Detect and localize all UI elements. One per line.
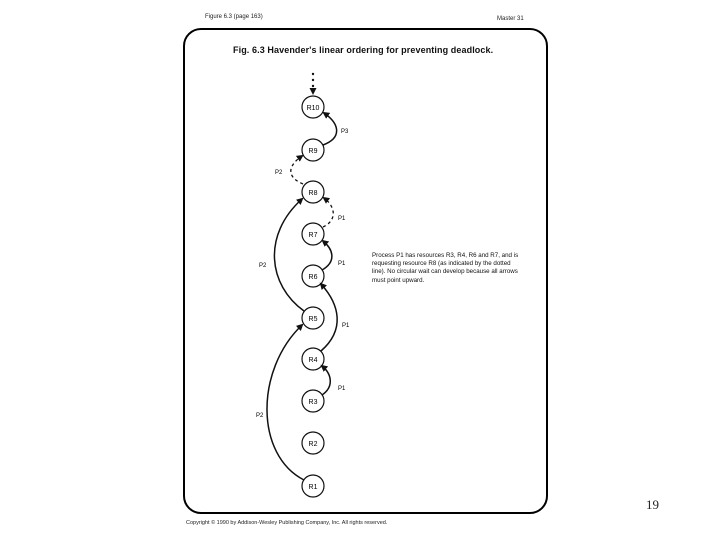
node-r3 (302, 390, 324, 412)
copyright-notice: Copyright © 1990 by Addison-Wesley Publishing Company, Inc. All rights reserved. (186, 520, 388, 526)
figure-note: Process P1 has resources R3, R4, R6 and R7, and is requesting resource R8 (as indicated by the dotted line). No circular wait can develop because all arrows must point upward. (372, 252, 519, 284)
ellipsis-dots (312, 73, 314, 93)
node-r3-label: R3 (308, 399, 318, 406)
node-r5-label: R5 (308, 316, 318, 323)
edge-p2-r8-r5 (274, 199, 304, 311)
master-label: Master 31 (497, 16, 524, 22)
node-r8 (302, 181, 324, 203)
node-r8-label: R8 (308, 190, 318, 197)
node-r4-label: R4 (308, 357, 318, 364)
edge-label-p1-dashed: P1 (338, 216, 346, 222)
edge-label-p2-top: P2 (275, 170, 283, 176)
node-r5 (302, 307, 324, 329)
edge-p1-r7-r6 (322, 241, 332, 270)
node-r6-label: R6 (308, 274, 318, 281)
node-r9 (302, 139, 324, 161)
node-r1-label: R1 (308, 484, 318, 491)
node-r9-label: R9 (308, 148, 318, 155)
edge-label-p1-r7: P1 (338, 261, 346, 267)
edge-label-p1-r4: P1 (338, 386, 346, 392)
node-r7 (302, 223, 324, 245)
node-r1 (302, 475, 324, 497)
edge-label-p3: P3 (341, 129, 349, 135)
edge-p2-r5-r1 (267, 325, 304, 480)
edge-p1-r4-r3 (322, 366, 330, 395)
node-r4 (302, 348, 324, 370)
figure-reference: Figure 6.3 (page 163) (205, 14, 263, 20)
edge-label-p2-bottom: P2 (256, 413, 264, 419)
node-r7-label: R7 (308, 232, 318, 239)
edge-label-p1-r6: P1 (342, 323, 350, 329)
edge-p3-r9-r10 (323, 113, 337, 145)
edge-p1-r8-r7-dashed (323, 198, 333, 227)
node-r10-label: R10 (306, 105, 320, 112)
node-r2 (302, 432, 324, 454)
node-r10 (302, 96, 324, 118)
node-r6 (302, 265, 324, 287)
page-number: 19 (646, 497, 659, 512)
edge-p2-r9-r8-dashed (291, 156, 303, 184)
node-r2-label: R2 (308, 441, 318, 448)
figure-title: Fig. 6.3 Havender's linear ordering for preventing deadlock. (233, 45, 494, 55)
edge-label-p2-middle: P2 (259, 263, 267, 269)
